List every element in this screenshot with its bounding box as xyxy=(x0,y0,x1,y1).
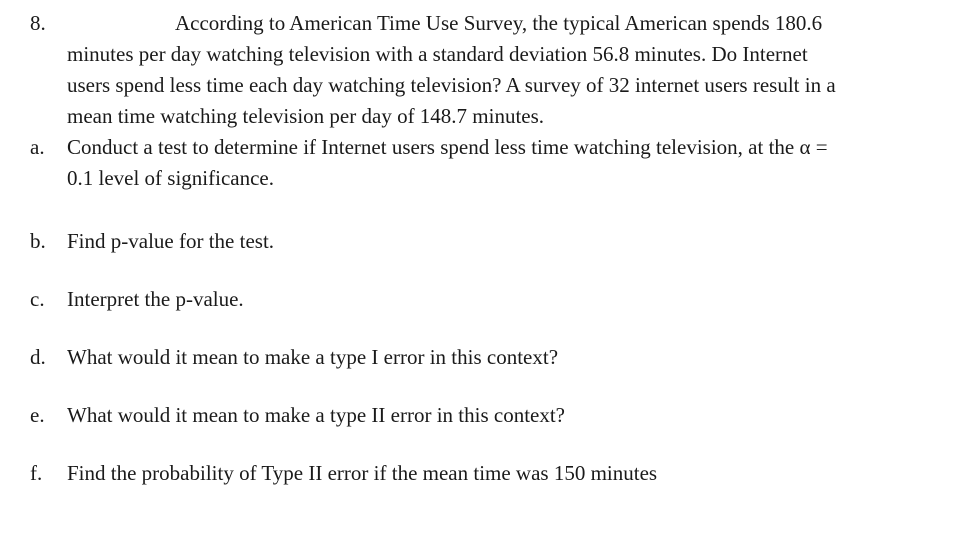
problem-line: users spend less time each day watching television? A survey of 32 internet users result in a xyxy=(67,73,836,97)
question-number: 8. xyxy=(30,11,46,35)
part-d-text xyxy=(67,342,947,373)
part-e-marker: e. xyxy=(30,403,45,427)
problem-line: mean time watching television per day of 148.7 minutes. xyxy=(67,104,545,128)
part-a-line: 0.1 level of significance. xyxy=(67,166,275,190)
part-d-line: What would it mean to make a type I error in this context? xyxy=(67,345,559,369)
part-b-text xyxy=(67,226,947,257)
part-f-text xyxy=(67,458,947,489)
part-e-line: What would it mean to make a type II error in this context? xyxy=(67,403,566,427)
problem-line: According to American Time Use Survey, the typical American spends 180.6 xyxy=(175,11,823,35)
part-c-line: Interpret the p-value. xyxy=(67,287,244,311)
part-b-line: Find p-value for the test. xyxy=(67,229,275,253)
part-c-marker: c. xyxy=(30,287,45,311)
part-a-marker: a. xyxy=(30,135,45,159)
part-d-marker: d. xyxy=(30,345,46,369)
part-c-text xyxy=(67,284,947,315)
part-b-marker: b. xyxy=(30,229,46,253)
part-f-marker: f. xyxy=(30,461,43,485)
problem-line: minutes per day watching television with a standard deviation 56.8 minutes. Do Internet xyxy=(67,42,808,66)
problem-statement xyxy=(67,8,947,132)
part-a-text xyxy=(67,132,947,194)
part-e-text xyxy=(67,400,947,431)
part-f-line: Find the probability of Type II error if the mean time was 150 minutes xyxy=(67,461,658,485)
part-a-line: Conduct a test to determine if Internet users spend less time watching television, at the α = xyxy=(67,135,828,159)
